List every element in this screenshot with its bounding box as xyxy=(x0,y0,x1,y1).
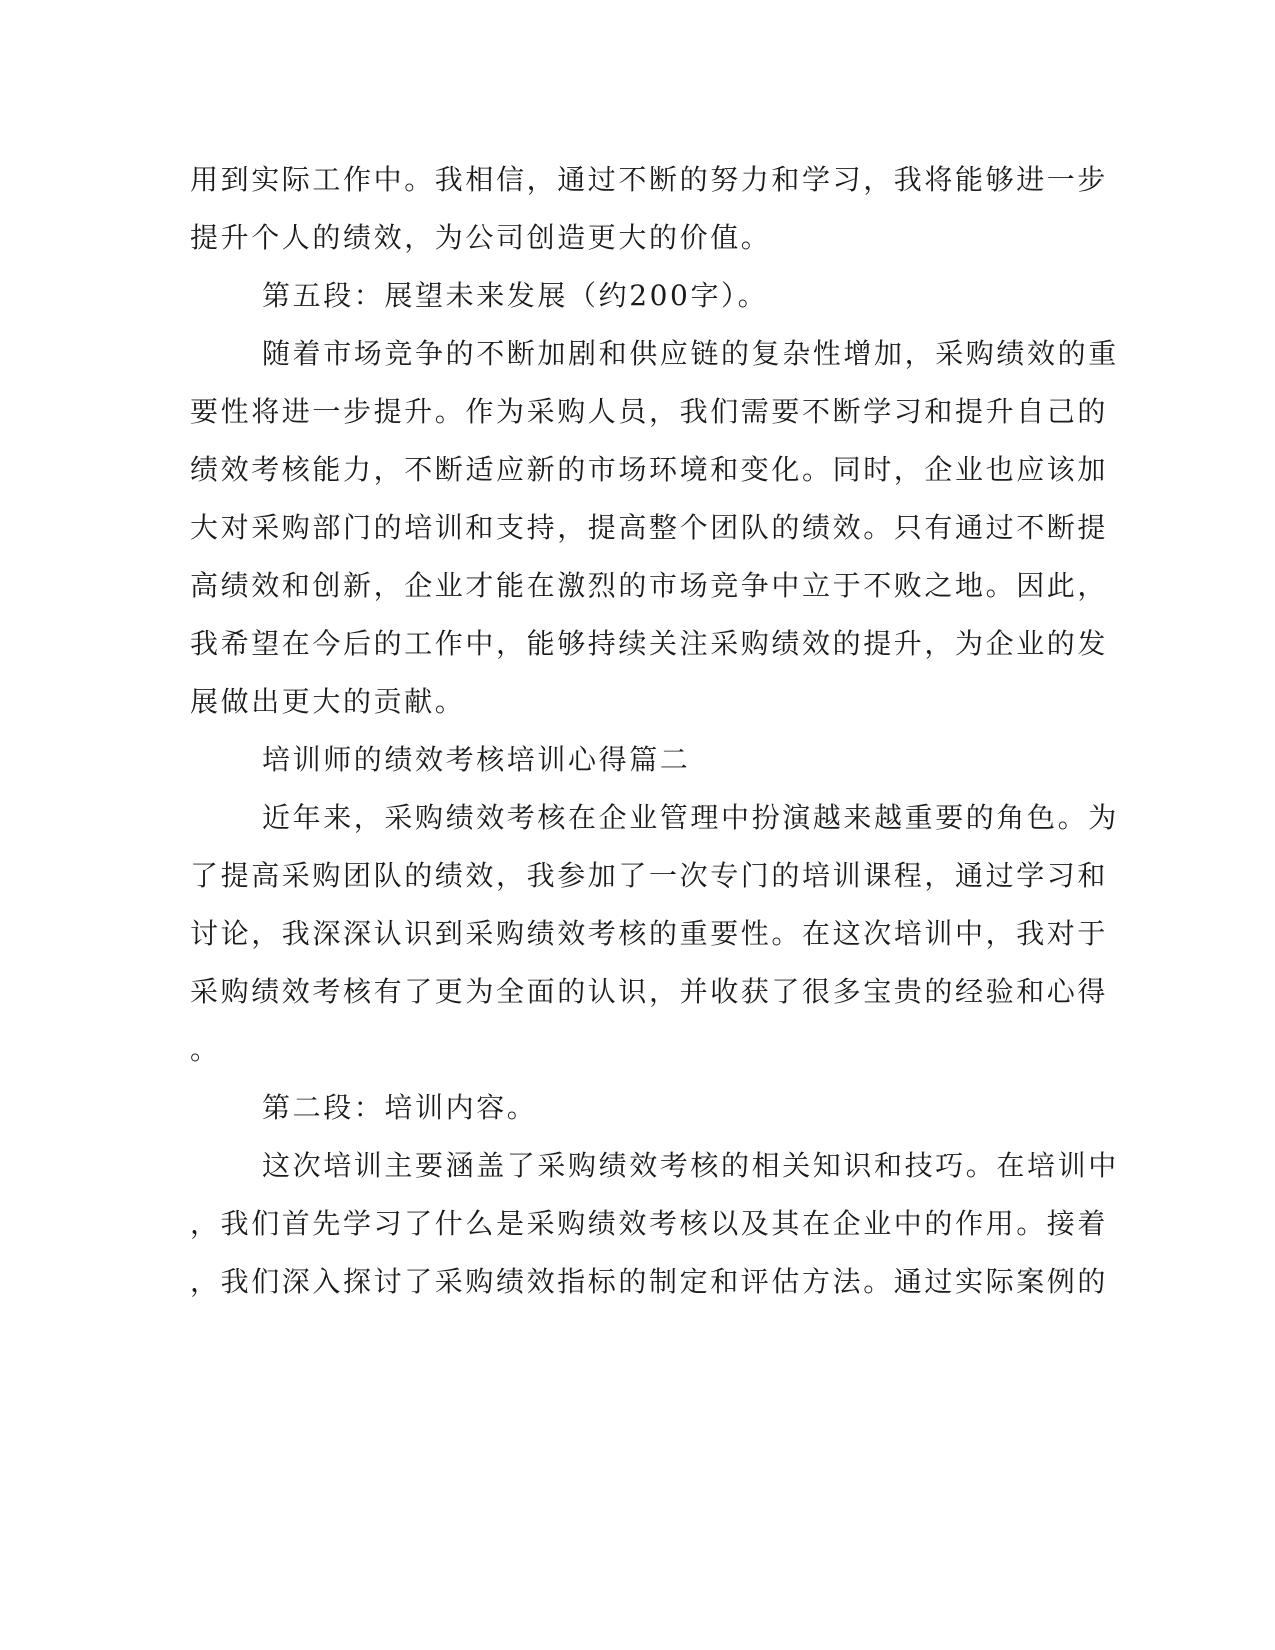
text-line: 展做出更大的贡献。 xyxy=(190,685,466,718)
text-line: 这次培训主要涵盖了采购绩效考核的相关知识和技巧。在培训中 xyxy=(262,1149,1119,1182)
text-line: 我希望在今后的工作中，能够持续关注采购绩效的提升，为企业的发 xyxy=(190,627,1109,660)
text-line: 近年来，采购绩效考核在企业管理中扮演越来越重要的角色。为 xyxy=(262,801,1119,834)
text-line: 提升个人的绩效，为公司创造更大的价值。 xyxy=(190,221,772,254)
text-line: 大对采购部门的培训和支持，提高整个团队的绩效。只有通过不断提 xyxy=(190,511,1109,544)
text-line: 绩效考核能力，不断适应新的市场环境和变化。同时，企业也应该加 xyxy=(190,453,1109,486)
section-heading-5: 第五段：展望未来发展（约200字）。 xyxy=(262,279,769,312)
text-line: 讨论，我深深认识到采购绩效考核的重要性。在这次培训中，我对于 xyxy=(190,917,1109,950)
text-line: 采购绩效考核有了更为全面的认识，并收获了很多宝贵的经验和心得 xyxy=(190,975,1109,1008)
text-line: 。 xyxy=(190,1033,221,1066)
text-line: 高绩效和创新，企业才能在激烈的市场竞争中立于不败之地。因此， xyxy=(190,569,1109,602)
text-line: 用到实际工作中。我相信，通过不断的努力和学习，我将能够进一步 xyxy=(190,163,1109,196)
article-title: 培训师的绩效考核培训心得篇二 xyxy=(262,743,691,776)
text-line: ，我们深入探讨了采购绩效指标的制定和评估方法。通过实际案例的 xyxy=(190,1265,1109,1298)
section-heading-2: 第二段：培训内容。 xyxy=(262,1091,538,1124)
text-line: 了提高采购团队的绩效，我参加了一次专门的培训课程，通过学习和 xyxy=(190,859,1109,892)
text-line: 随着市场竞争的不断加剧和供应链的复杂性增加，采购绩效的重 xyxy=(262,337,1119,370)
text-line: ，我们首先学习了什么是采购绩效考核以及其在企业中的作用。接着 xyxy=(190,1207,1109,1240)
text-line: 要性将进一步提升。作为采购人员，我们需要不断学习和提升自己的 xyxy=(190,395,1109,428)
